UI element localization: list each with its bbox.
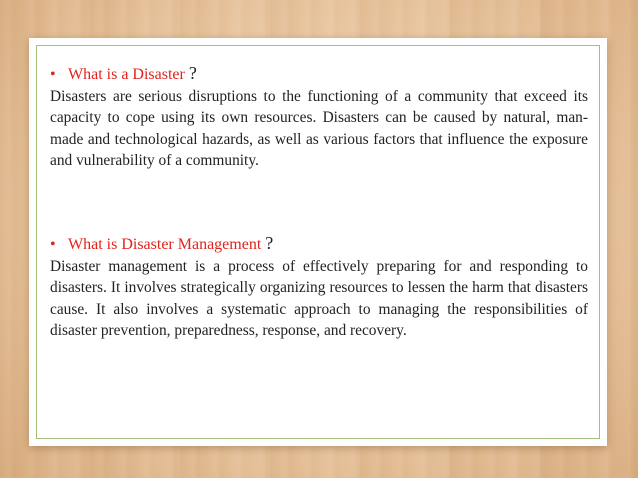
section-heading (50, 232, 588, 256)
bullet-marker: • (50, 236, 56, 253)
section-what-is-disaster (50, 62, 588, 171)
bullet-marker: • (50, 66, 56, 83)
section-body: Disasters are serious disruptions to the functioning of a community that exceed its capacity to cope using its own resources. Disasters can be caused by natural, man-made and technological hazards, as well as various factors that influence the exposure and vulnerability of a community. (50, 88, 588, 169)
question-mark: ? (265, 233, 274, 253)
question-mark: ? (188, 63, 197, 83)
section-what-is-disaster-management (50, 232, 588, 341)
slide-card (29, 38, 607, 446)
section-heading (50, 62, 588, 86)
heading-text: What is Disaster Management (68, 236, 262, 253)
section-body: Disaster management is a process of effectively preparing for and responding to disasters. It involves strategically organizing resources to lessen the harm that disasters cause. It also involves a systematic approach to managing the responsibilities of disaster prevention, preparedness, response, and recovery. (50, 258, 588, 339)
heading-text: What is a Disaster (68, 66, 185, 83)
